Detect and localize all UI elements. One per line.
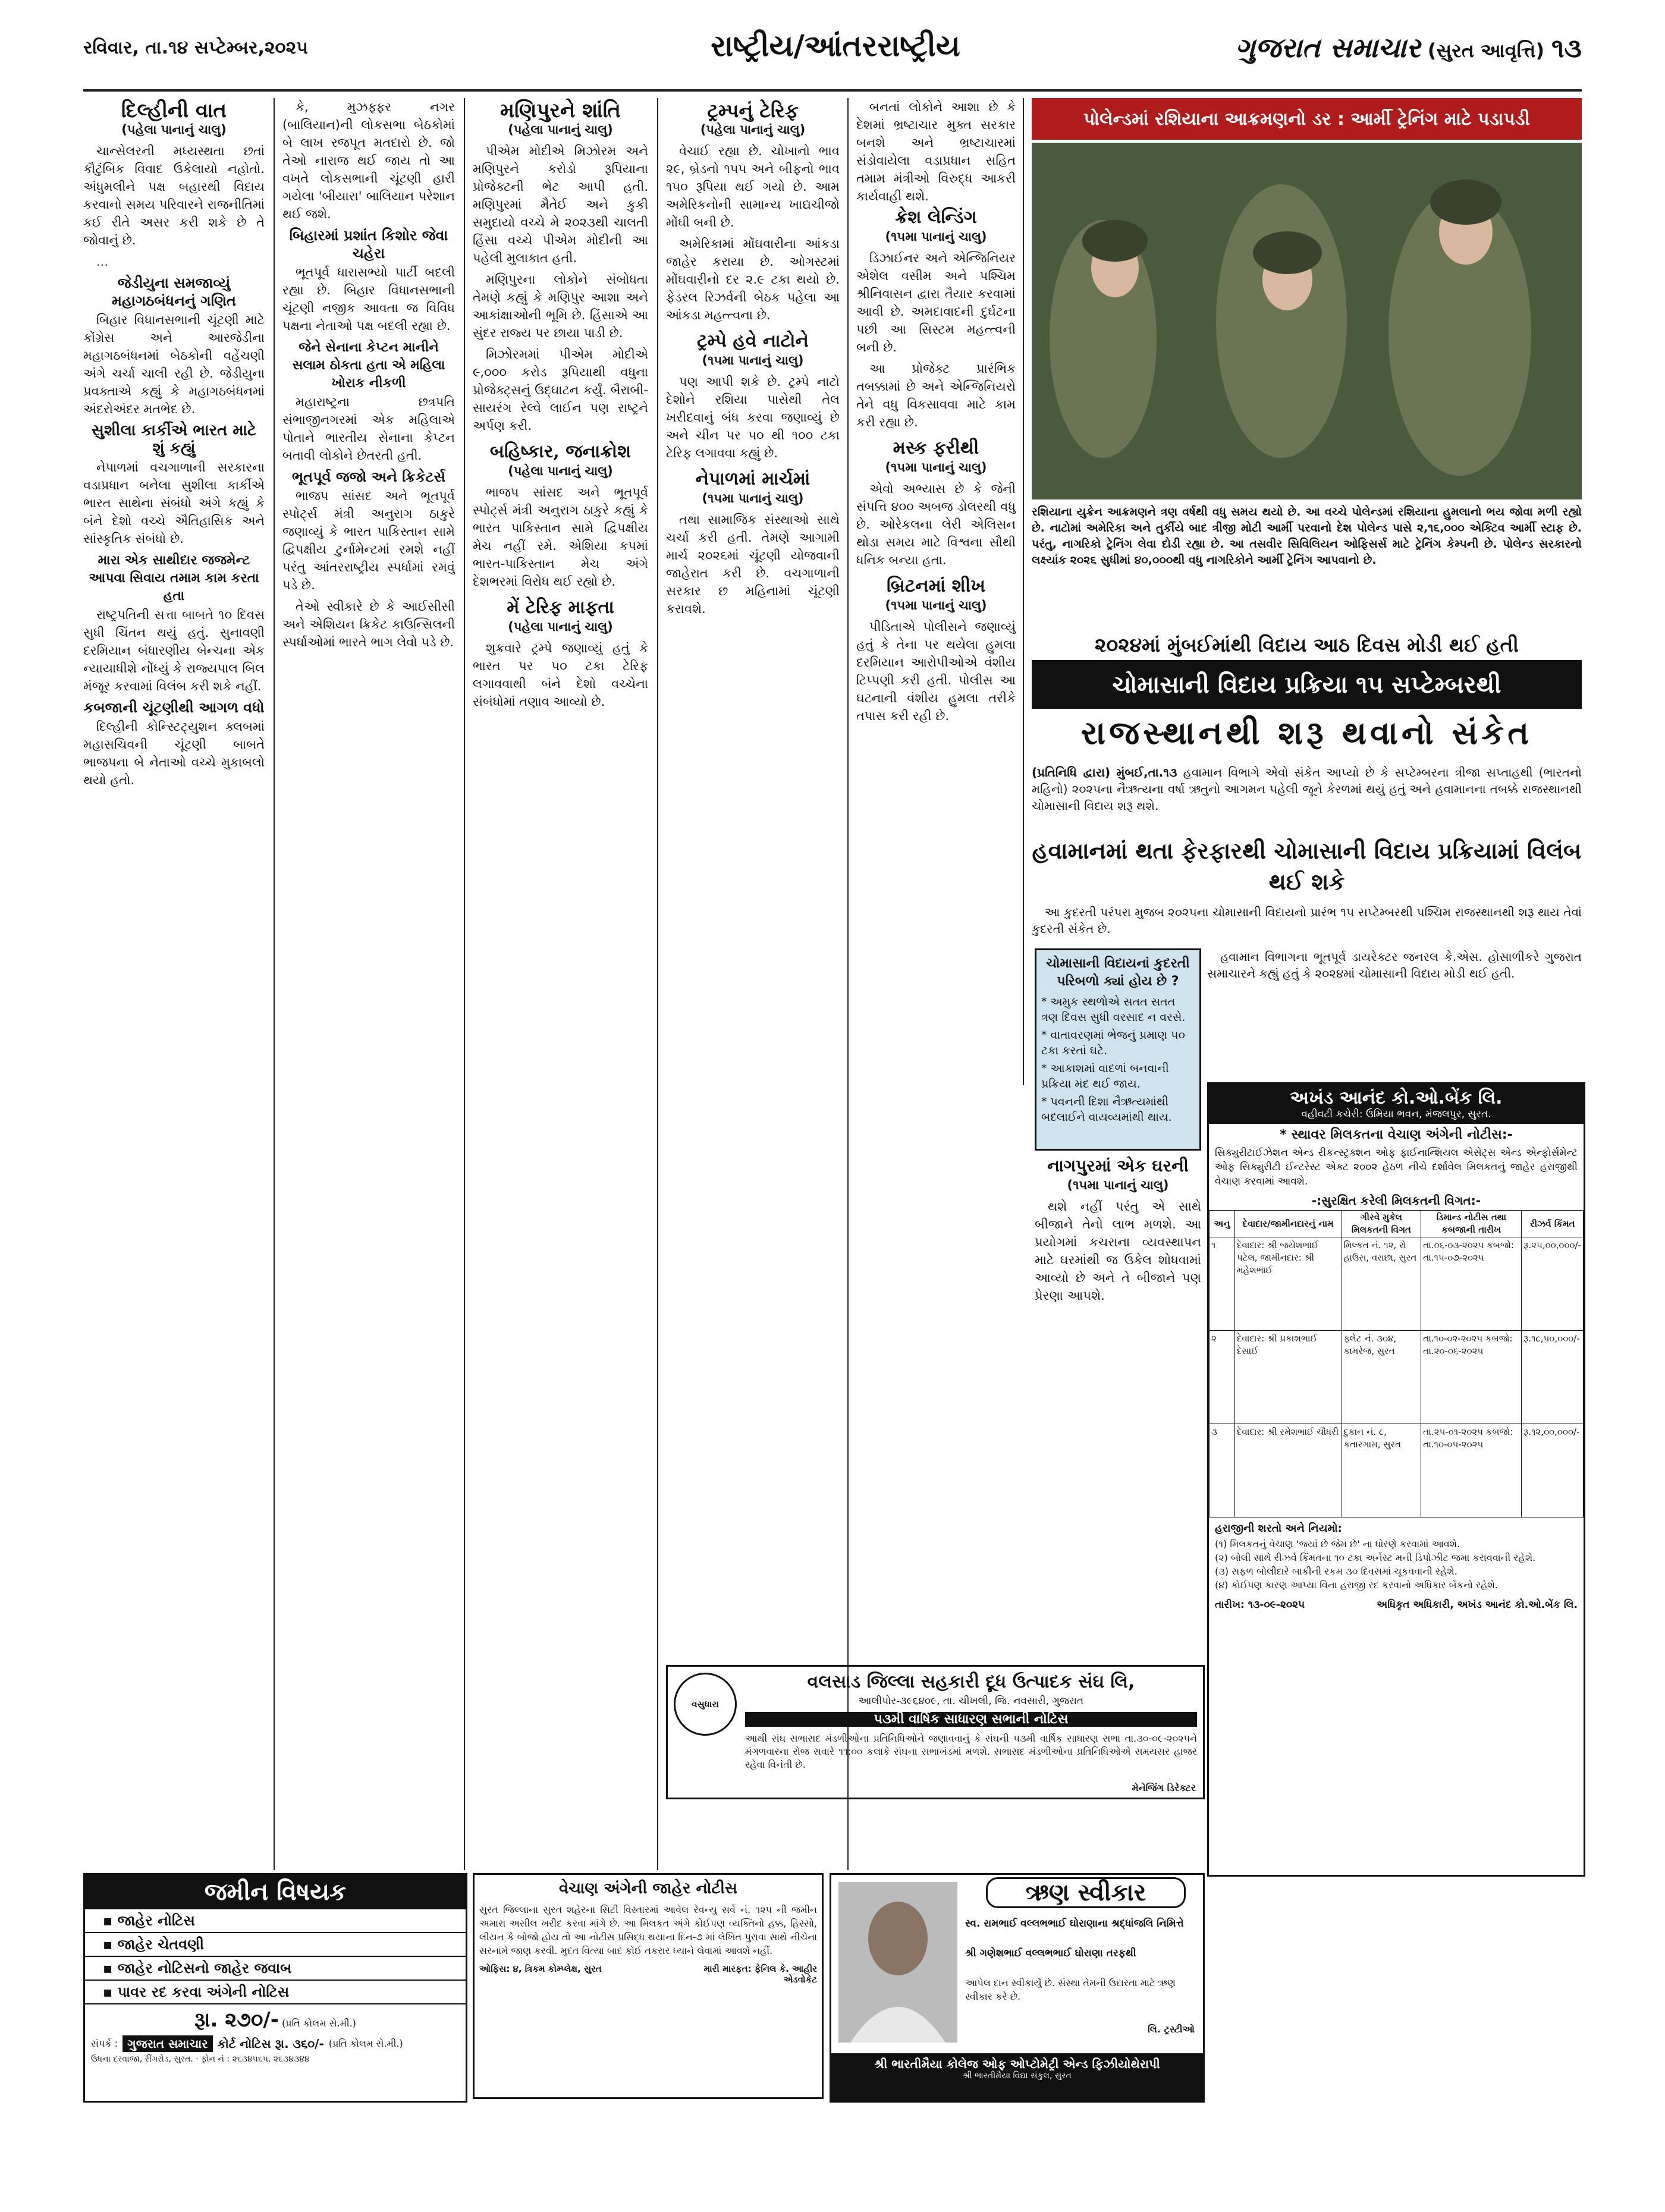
article-paragraph: શુક્રવારે ટ્રમ્પે જણાવ્યું હતું કે ભારત પર ૫૦ ટકા ટેરિફ લગાવવાથી બંને દેશો વચ્ચેના સંબંધોમાં તણાવ આવ્યો છે. — [473, 641, 648, 709]
subheading: જેને સેનાના કેપ્ટન માનીને સલામ ઠોકતા હતા એ મહિલા ખોરાક નીકળી — [292, 340, 445, 391]
col-sep-5 — [1023, 98, 1024, 1085]
land-ads-item-label: જાહેર નોટિસનો જાહેર જવાબ — [117, 1960, 292, 1977]
continued-label: (પહેલા પાનાનું ચાલુ) — [121, 122, 227, 137]
article-paragraph: ડિઝાઈનર અને એન્જિનિયર એશેલ વસીમ અને પશ્ચિમ શ્રીનિવાસન દ્વારા તૈયાર કરવામાં આવી છે. અમદાવાદની દુર્ઘટના પછી આ સિસ્ટમ મહત્ત્વની બની છે. — [856, 251, 1016, 354]
article-paragraph: ચાન્સેલરની મધ્યસ્થતા છતાં કૌટુંબિક વિવાદ ઉકેલાયો નહોતો. અંધુમલીને પક્ષ બહારથી વિદાય કરવાનો સમય પરિવારને રાજનીતિમાં કઈ રીતે અસર કરી શકે છે તે જોવાનું છે. — [83, 144, 265, 247]
article-paragraph: બિહાર વિધાનસભાની ચૂંટણી માટે કોંગ્રેસ અને આરજેડીના મહાગઠબંધનમાં બેઠકોની વહેંચણી અંગે ચર્ચા ચાલી રહી છે. જેડીયુના પ્રવક્તાએ કહ્યું કે મહાગઠબંધનમાં અંદરોઅંદર મતભેદ છે. — [83, 313, 265, 416]
subheading: બિહારમાં પ્રશાંત કિશોર જેવા ચહેરા — [289, 227, 448, 262]
public-sale-notice — [473, 1873, 824, 2099]
dairy-logo — [674, 1673, 737, 1736]
land-ads-rate — [85, 2004, 466, 2035]
terms-item: (૧) મિલકતનું વેચાણ 'જ્યાં છે જેમ છે' ના ધોરણે કરવામાં આવશે. — [1215, 1538, 1460, 1550]
rate-value: રૂા. ૨૭૦/- — [194, 2008, 279, 2032]
terms-item: (૪) કોઈપણ કારણ આપ્યા વિના હરાજી રદ કરવાનો અધિકાર બેંકનો રહેશે. — [1215, 1579, 1498, 1591]
nagpur-article — [1035, 1154, 1201, 1659]
column-manipur — [473, 98, 648, 1876]
banner-text: પોલેન્ડમાં રશિયાના આક્રમણનો ડર : આર્મી ટ્રેનિંગ માટે પડાપડી — [1083, 108, 1530, 130]
col-sep-4 — [847, 98, 849, 1870]
dairy-text: આથી સંઘ સભાસદ મંડળીઓના પ્રતિનિધિઓને જણાવવાનું કે સંઘની ૫૩મી વાર્ષિક સાધારણ સભા તા.૩૦-૦૯-૨૦૨૫ને મંગળવારના રોજ સવારે ૧૧:૦૦ કલાકે સંઘના સભાખંડમાં મળશે. સભાસદ મંડળીઓના પ્રતિનિધિઓએ સમયસર હાજર રહેવા વિનંતી છે. — [745, 1733, 1197, 1770]
table-cell: તા.૨૫-૦૧-૨૦૨૫ કબજો: તા.૧૦-૦૫-૨૦૨૫ — [1421, 1424, 1522, 1517]
continued-label: (પહેલા પાનાનું ચાલુ) — [700, 122, 806, 137]
table-cell: દુકાન નં. ૮, કતારગામ, સુરત — [1342, 1424, 1421, 1517]
column-two — [282, 98, 455, 1876]
article-title: દિલ્હીની વાત — [121, 99, 227, 122]
article-paragraph: વેચાઈ રહ્યા છે. ચોખાનો ભાવ ૨૯, બ્રેડનો ૧૫૫ અને બીફનો ભાવ ૧૫૦ રૂપિયા થઈ ગયો છે. આમ અમેરિકનોની સામાન્ય ખાદ્યચીજો મોંઘી બની છે. — [666, 144, 840, 230]
dairy-address: આલીપોર-૩૯૬૪૦૯, તા. ચીખલી, જિ. નવસારી, ગુજરાત — [858, 1695, 1084, 1707]
table-cell: ફ્લેટ નં. ૩૦૪, કામરેજ, સુરત — [1342, 1331, 1421, 1424]
signatory: અધિકૃત અધિકારી, અખંડ આનંદ કો.ઓ.બેંક લિ. — [1377, 1599, 1578, 1611]
continued-label: (૧૫મા પાનાનું ચાલુ) — [885, 598, 987, 612]
court-note: (પ્રતિ કોલમ સે.મી.) — [328, 2038, 403, 2049]
monsoon-kicker: ૨૦૨૪માં મુંબઈમાંથી વિદાય આઠ દિવસ મોડી થઈ હતી — [1095, 633, 1519, 656]
sale-notice-footer — [479, 1963, 817, 1985]
column-header: દેવાદાર/જામીનદારનું નામ — [1235, 1211, 1342, 1237]
article-paragraph: પીએમ મોદીએ મિઝોરમ અને મણિપુરને કરોડો રૂપિયાના પ્રોજેક્ટની ભેટ આપી હતી. મણિપુરમાં મૈતેઈ અને કુકી સમુદાયો વચ્ચે મે ૨૦૨૩થી ચાલતી હિંસા વચ્ચે પીએમ મોદીની આ પહેલી મુલાકાત હતી. — [473, 144, 648, 265]
factbox-point: * અમુક સ્થળોએ સતત સતત ત્રણ દિવસ સુધી વરસાદ ન વરસે. — [1041, 995, 1186, 1024]
article-paragraph: એવો અભ્યાસ છે કે જેની સંપત્તિ ૪૦૦ અબજ ડોલરથી વધુ છે. ઓરેકલના લેરી એલિસન થોડા સમય માટે વિશ્વના સૌથી ધનિક બન્યા હતા. — [856, 482, 1016, 567]
table-cell: ૩ — [1210, 1424, 1235, 1517]
table-cell: દેવાદાર: શ્રી પ્રકાશભાઈ દેસાઈ — [1235, 1331, 1342, 1424]
bank-header — [1209, 1084, 1584, 1124]
property-table-title: -:સુરક્ષિત કરેલી મિલકતની વિગત:- — [1311, 1193, 1481, 1208]
column-delhi — [83, 98, 265, 1876]
land-ads-item-label: જાહેર ચેતવણી — [117, 1936, 204, 1953]
soldiers-illustration — [1032, 143, 1582, 499]
article-title: મણિપુરને શાંતિ — [500, 99, 621, 122]
col-sep-1 — [274, 98, 275, 1870]
table-cell: તા.૧૦-૦૨-૨૦૨૫ કબજો: તા.૨૦-૦૬-૨૦૨૫ — [1421, 1331, 1522, 1424]
article-title: મસ્ક ફરીથી — [893, 438, 979, 458]
article-title: નેપાળમાં માર્ચમાં — [695, 469, 810, 489]
table-cell: દેવાદાર: શ્રી જયેશભાઈ પટેલ, જામીનદાર: શ્રી મહેશભાઈ — [1235, 1237, 1342, 1331]
article-paragraph: આ કુદરતી પરંપરા મુજબ ૨૦૨૫ના ચોમાસાની વિદાયનો પ્રારંભ ૧૫ સપ્ટેમ્બરથી પશ્ચિમ રાજસ્થાનથી શરૂ થાય તેવાં કુદરતી સંકેત છે. — [1032, 905, 1582, 936]
dairy-logo-text: વસુધારા — [692, 1699, 719, 1710]
article-paragraph: કે, મુઝફ્ફર નગર (બાલિયાન)ની લોકસભા બેઠકોમાં બે લાખ રજપૂત મતદારો છે. જો તેઓ નારાજ થઈ જાય તો આ વખતે લોકસભાની ચૂંટણી હારી ગયેલા 'બીયારા' બાલિયાન પરેશાન થઈ જશે. — [282, 100, 455, 221]
table-cell: ૧ — [1210, 1237, 1235, 1331]
terms-title: હરાજીની શરતો અને નિયમો: — [1215, 1522, 1342, 1535]
acknowledgement-ad — [830, 1873, 1205, 2103]
monsoon-headline-box — [1032, 660, 1582, 709]
notice-intro: સિક્યુરીટાઈઝેશન એન્ડ રીકન્સ્ટ્રક્શન ઓફ ફાઈનાન્શિયલ એસેટ્સ એન્ડ એન્ફોર્સમેન્ટ ઓફ સિક્યુરીટી ઈન્ટરેસ્ટ એક્ટ ૨૦૦૨ હેઠળ નીચે દર્શાવેલ મિલકતનું જાહેર હરાજીથી વેચાણ કરવામાં આવશે. — [1215, 1147, 1578, 1187]
phone: ફોન નં : ૨૬૩૪૫૬૫, ૨૬૩૪૩૪૪ — [201, 2054, 310, 2064]
column-header: ગીરવે મુકેલ મિલકતની વિગત — [1342, 1211, 1421, 1237]
table-row — [1210, 1237, 1584, 1331]
sale-notice-text: સુરત જિલ્લાના સુરત શહેરના સિટી વિસ્તારમાં આવેલ રેવન્યુ સર્વે નં. ૧૨૫ ની જમીન અમારા અસીલ ખરીદ કરવા માંગે છે. આ મિલકત અંગે કોઈપણ વ્યક્તિનો હક્ક, હિસ્સો, લીયન કે બોજો હોય તો આ નોટીસ પ્રસિદ્ધ થયાના દિન-૭ માં લેખિત પુરાવા સાથે નીચેના સરનામે જાણ કરવી. મુદત વિત્યા બાદ કોઈ તકરાર ધ્યાને લેવામાં આવશે નહીં. — [479, 1904, 817, 1956]
col-sep-3 — [657, 98, 658, 1870]
land-ads-item-label: જાહેર નોટિસ — [117, 1912, 195, 1929]
article-paragraph: મિઝોરમમાં પીએમ મોદીએ ૯,૦૦૦ કરોડ રૂપિયાથી વધુના પ્રોજેક્ટ્સનું ઉદ્ઘાટન કર્યું. બૈરાબી-સાયરંગ રેલ્વે લાઈન પણ રાષ્ટ્રને અર્પણ કરી. — [473, 347, 648, 433]
soldiers-photo — [1032, 143, 1582, 499]
dairy-title: વલસાડ જિલ્લા સહકારી દૂધ ઉત્પાદક સંઘ લિ, — [807, 1671, 1135, 1692]
header-rule — [83, 89, 1582, 92]
article-paragraph: બનતાં લોકોને આશા છે કે દેશમાં ભ્રષ્ટાચાર મુક્ત સરકાર બનશે અને ભ્રષ્ટાચારમાં સંડોવાયેલા વડાપ્રધાન સહિત તમામ મંત્રીઓ વિરુદ્ધ આકરી કાર્યવાહી થશે. — [856, 100, 1016, 203]
terms-item: (૩) સફળ બોલીદારે બાકીની રકમ ૩૦ દિવસમાં ચૂકવવાની રહેશે. — [1215, 1566, 1457, 1577]
subheading: જેડીયુના સમજાવ્યું મહાગઠબંધનનું ગણિત — [112, 274, 236, 309]
article-paragraph: મણિપુરના લોકોને સંબોધતા તેમણે કહ્યું કે મણિપુર આશા અને આકાંક્ષાઓની ભૂમિ છે. હિંસાએ આ સુંદર રાજ્ય પર છાયા પાડી છે. — [473, 272, 648, 340]
masthead — [83, 27, 1582, 86]
land-ads-item-label: પાવર રદ કરવા અંગેની નોટિસ — [117, 1984, 290, 2000]
edition: (સુરત આવૃત્તિ) — [1427, 39, 1545, 62]
ack-line: આપેલ દાન સ્વીકાર્યું છે. સંસ્થા તેમની ઉદારતા માટે ઋણ સ્વીકાર કરે છે. — [965, 1977, 1176, 2002]
factbox-point: * વાતાવરણમાં ભેજનું પ્રમાણ ૫૦ ટકા કરતાં ઘટે. — [1041, 1029, 1185, 1057]
article-title: નાગપુરમાં એક ઘરની — [1047, 1156, 1189, 1176]
table-cell: તા.૦૬-૦૩-૨૦૨૫ કબજો: તા.૧૫-૦૭-૨૦૨૫ — [1421, 1237, 1522, 1331]
column-five — [856, 98, 1016, 1876]
article-paragraph: થશે નહીં પરંતુ એ સાથે બીજાને તેનો લાભ મળશે. આ પ્રયોગમાં કચરાના વ્યવસ્થાપન માટે ઘરમાંથી જ ઉકેલ શોધવામાં આવ્યો છે અને તે બીજાને પણ પ્રેરણા આપશે. — [1035, 1199, 1201, 1303]
table-row — [1210, 1424, 1584, 1517]
land-ads-address: ઉધના દરવાજા, રીંગરોડ, સુરત. · ફોન નં : ૨૬૩૪૫૬૫, ૨૬૩૪૩૪૪ — [91, 2054, 310, 2064]
table-row — [1210, 1331, 1584, 1424]
column-header: ડિમાન્ડ નોટીસ તથા કબજાની તારીખ — [1421, 1211, 1522, 1237]
address: ઉધના દરવાજા, રીંગરોડ, સુરત. — [91, 2054, 193, 2064]
advocate-title: એડવોકેટ — [783, 1974, 817, 1985]
article-title: ક્રેશ લેન્ડિંગ — [895, 207, 977, 228]
land-ads-item: ▪ જાહેર નોટિસનો જાહેર જવાબ — [85, 1957, 466, 1981]
article-paragraph: રાષ્ટ્રપતિની સત્તા બાબતે ૧૦ દિવસ સુધી ચિંતન થયું હતું. સુનાવણી દરમિયાન બંધારણીય બેન્ચના એક ન્યાયાધીશે નોંધ્યું કે રાજ્યપાલ બિલ મંજૂર કરવામાં વિલંબ કરી શકે નહીં. — [83, 608, 265, 693]
land-ads-contact — [85, 2035, 466, 2052]
monsoon-deck: હવામાનમાં થતા ફેરફારથી ચોમાસાની વિદાય પ્રક્રિયામાં વિલંબ થઈ શકે — [1032, 837, 1582, 895]
land-ads-item: ▪ જાહેર ચેતવણી — [85, 1933, 466, 1957]
college-name: શ્રી ભારતીમૈયા કોલેજ ઓફ ઓપ્ટોમેટ્રી એન્ડ ફિઝીયોથેરાપી — [874, 2057, 1160, 2071]
table-cell: રૂ.૧૮,૫૦,૦૦૦/- — [1522, 1331, 1584, 1424]
sale-notice-advocate — [703, 1963, 817, 1985]
land-ads-title: જમીન વિષયક — [85, 1875, 466, 1909]
article-paragraph: ભૂતપૂર્વ ધારાસભ્યો પાર્ટી બદલી રહ્યા છે. બિહાર વિધાનસભાની ચૂંટણી નજીક આવતા જ વિવિધ પક્ષના નેતાઓ પક્ષ બદલી રહ્યા છે. — [282, 265, 455, 333]
rate-note: (પ્રતિ કોલમ સે.મી.) — [281, 2018, 356, 2029]
article-title: ટ્રમ્પે હવે નાટોને — [697, 331, 809, 351]
monsoon-factbox — [1035, 948, 1201, 1151]
article-paragraph: ભાજપ સાંસદ અને ભૂતપૂર્વ સ્પોર્ટ્સ મંત્રી અનુરાગ ઠાકુરે કહ્યું કે ભારત પાકિસ્તાન સામે દ્વિપક્ષીય મેચ નહીં રમે. એશિયા કપમાં ભારત-પાકિસ્તાન મેચ અંગે દેશભરમાં વિરોધ થઈ રહ્યો છે. — [473, 485, 648, 589]
college-strip — [831, 2053, 1203, 2101]
college-address: શ્રી ભારતીમૈયા વિદ્યા સંકુલ, સુરત — [963, 2071, 1072, 2081]
paper-name: ગુજરાત સમાચાર — [1235, 32, 1421, 64]
col-sep-2 — [464, 98, 465, 1870]
ack-sign: લિ. ટ્રસ્ટીઓ — [1148, 2024, 1195, 2035]
notice-title: * સ્થાવર મિલકતના વેચાણ અંગેની નોટીસ:- — [1280, 1127, 1513, 1142]
article-paragraph: અમેરિકામાં મોંઘવારીના આંકડા જાહેર કરાયા છે. ઓગસ્ટમાં મોંઘવારીનો દર ૨.૯ ટકા થયો છે. ફેડરલ રિઝર્વની બેઠક પહેલા આ આંકડા મહત્ત્વના છે. — [666, 237, 840, 322]
subheading: સુશીલા કાર્કીએ ભારત માટે શું કહ્યું — [91, 422, 257, 457]
continued-label: (પહેલા પાનાનું ચાલુ) — [508, 122, 613, 137]
poland-banner — [1032, 98, 1582, 140]
page-number: ૧૩ — [1551, 33, 1582, 64]
article-paragraph: ... — [96, 254, 109, 269]
monsoon-body — [1032, 904, 1582, 945]
subheading: કબજાની ચૂંટણીથી આગળ વધો — [83, 699, 265, 716]
factbox-title: ચોમાસાની વિદાયનાં કુદરતી પરિબળો ક્યાં હોય છે ? — [1046, 956, 1190, 989]
paper-logo — [1235, 32, 1582, 65]
factbox-point: * પવનની દિશા નૈઋત્યમાંથી બદલાઈને વાયવ્યમાંથી થાય. — [1041, 1095, 1172, 1124]
subheading: મારા એક સાથીદાર જજમેન્ટ આપવા સિવાય તમામ કામ કરતા હતા — [89, 552, 259, 604]
article-paragraph: તથા સામાજિક સંસ્થાઓ સાથે ચર્ચા કરી હતી. તેમણે આગામી માર્ચ ૨૦૨૬માં ચૂંટણી યોજવાની જાહેરાત કરી છે. વચગાળાની સરકાર છ મહિનામાં ચૂંટણી કરાવશે. — [666, 513, 840, 616]
sale-notice-office: ઓફિસ: ૪, ત્રિકમ કોમ્પ્લેક્ષ, સુરત — [479, 1963, 602, 1974]
article-paragraph: મહારાષ્ટ્રના છત્રપતિ સંભાજીનગરમાં એક મહિલાએ પોતાને ભારતીય સેનાના કેપ્ટન બતાવી લોકોને છેતરતી હતી. — [282, 395, 455, 463]
contact-name: ગુજરાત સમાચાર — [122, 2035, 212, 2052]
continued-label: (પહેલા પાનાનું ચાલુ) — [508, 464, 613, 478]
land-ads-panel — [83, 1873, 467, 2103]
article-title: બ્રિટનમાં શીખ — [886, 576, 986, 596]
bank-auction-notice — [1207, 1082, 1585, 1877]
table-cell: રૂ.૨૫,૦૦,૦૦૦/- — [1522, 1237, 1584, 1331]
dairy-sign: મેનેજિંગ ડિરેક્ટર — [1132, 1782, 1196, 1793]
monsoon-headline: ચોમાસાની વિદાય પ્રક્રિયા ૧૫ સપ્ટેમ્બરથી — [1112, 670, 1501, 699]
monsoon-lead — [1032, 764, 1582, 835]
article-paragraph: હવામાન વિભાગના ભૂતપૂર્વ ડાયરેક્ટર જનરલ કે.એસ. હોસાળીકરે ગુજરાત સમાચારને કહ્યું હતું કે ૨૦૨૪માં ચોમાસાની વિદાય મોડી થઈ હતી. — [1207, 950, 1582, 981]
dairy-meeting-title: ૫૩મી વાર્ષિક સાધારણ સભાની નોટિસ — [745, 1712, 1197, 1727]
lead-text: હવામાન વિભાગે એવો સંકેત આપ્યો છે કે સપ્ટેમ્બરના ત્રીજા સપ્તાહથી (ભારતનો મહિનો) ૨૦૨૫ના નૈઋત્યના વર્ષા ઋતુનો આગમન પહેલી જૂને કેરળમાં થયું હતું અને હવામાનના તબક્કે રાજસ્થાનથી ચોમાસાની વિદાય શરૂ થશે. — [1032, 765, 1582, 813]
land-ads-item: ▪ પાવર રદ કરવા અંગેની નોટિસ — [85, 1981, 466, 2004]
subheading: ભૂતપૂર્વ જજો અને ક્રિકેટર્સ — [291, 468, 446, 485]
article-paragraph: નેપાળમાં વચગાળાની સરકારના વડાપ્રધાન બનેલા સુશીલા કાર્કીએ ભારત સાથેના સંબંધો અંગે કહ્યું કે બંને દેશો વચ્ચે ઐતિહાસિક અને સાંસ્કૃતિક સંબંધો છે. — [83, 460, 265, 546]
dateline: મુંબઈ,તા.૧૩ — [1116, 765, 1177, 780]
section-title: રાષ્ટ્રીય/આંતરરાષ્ટ્રીય — [711, 28, 960, 63]
monsoon-body-2 — [1207, 948, 1582, 1079]
bank-address: વહીવટી કચેરી: ઉમિયા ભવન, મંજલપુર, સુરત. — [1301, 1108, 1491, 1120]
article-title: બહિષ્કાર, જનાક્રોશ — [489, 441, 632, 462]
continued-label: (પહેલા પાનાનું ચાલુ) — [508, 620, 613, 634]
continued-label: (૧૫મા પાનાનું ચાલુ) — [1067, 1178, 1169, 1192]
article-paragraph: તેઓ સ્વીકારે છે કે આઈસીસી અને એશિયન ક્રિકેટ કાઉન્સિલની સ્પર્ધાઓમાં ભારતે ભાગ લેવો પડે છે. — [282, 599, 455, 649]
ack-title: ઋણ સ્વીકાર — [986, 1877, 1186, 1908]
byline: (પ્રતિનિધિ દ્વારા) — [1032, 765, 1111, 780]
notice-footer — [1215, 1599, 1578, 1611]
article-paragraph: પીડિતાએ પોલીસને જણાવ્યું હતું કે તેના પર થયેલા હુમલા દરમિયાન આરોપીઓએ વંશીય ટિપ્પણી કરી હતી. પોલીસ આ ઘટનાની વંશીય હુમલા તરીકે તપાસ કરી રહી છે. — [856, 620, 1016, 723]
table-cell: ૨ — [1210, 1331, 1235, 1424]
portrait — [838, 1882, 957, 2043]
notice-date: તારીખ: ૧૩-૦૯-૨૦૨૫ — [1215, 1599, 1305, 1611]
issue-date: રવિવાર, તા.૧૪ સપ્ટેમ્બર,૨૦૨૫ — [83, 37, 308, 58]
column-trump — [666, 98, 840, 1876]
ack-line: શ્રી ગણેશભાઈ વલ્લભભાઈ ઘોરાણા તરફથી — [965, 1947, 1136, 1959]
continued-label: (૧૫મા પાનાનું ચાલુ) — [702, 353, 804, 367]
advocate-name: મારી મારફત: ફેનિલ કે. આહીર — [703, 1963, 817, 1974]
article-title: ટ્રમ્પનું ટેરિફ — [707, 99, 799, 122]
court-rate: કોર્ટ નોટિસ રૂા. ૩૬૦/- — [217, 2037, 324, 2051]
land-ads-item: ▪ જાહેર નોટિસ — [85, 1909, 466, 1933]
article-paragraph: આ પ્રોજેક્ટ પ્રારંભિક તબક્કામાં છે અને એન્જિનિયરો તેને વધુ વિકસાવવા માટે કામ કરી રહ્યા છે. — [856, 362, 1016, 429]
column-header: રીઝર્વ કિંમત — [1522, 1211, 1584, 1237]
article-title: મેં ટેરિફ માફતા — [507, 597, 614, 618]
contact-label: સંપર્ક : — [91, 2038, 118, 2049]
column-header: અનુ — [1210, 1211, 1235, 1237]
factbox-point: * આકાશમાં વાદળાં બનવાની પ્રક્રિયા મંદ થઈ જાય. — [1041, 1062, 1169, 1091]
article-paragraph: દિલ્હીની કોન્સ્ટિટ્યુશન ક્લબમાં મહાસચિવની ચૂંટણી બાબતે ભાજપના બે નેતાઓ વચ્ચે મુકાબલો થયો હતો. — [83, 719, 265, 787]
table-header-row — [1210, 1211, 1584, 1237]
dairy-agm-notice — [666, 1665, 1205, 1799]
bank-name: અખંડ આનંદ કો.ઓ.બેંક લિ. — [1290, 1088, 1503, 1108]
sale-notice-title: વેચાણ અંગેની જાહેર નોટીસ — [559, 1880, 737, 1897]
continued-label: (૧૫મા પાનાનું ચાલુ) — [885, 460, 987, 475]
photo-caption: રશિયાના યુક્રેન આક્રમણને ત્રણ વર્ષથી વધુ સમય થયો છે. આ વચ્ચે પોલેન્ડમાં રશિયાના હુમલાનો ભય જોવા મળી રહ્યો છે. નાટોમાં અમેરિકા અને તુર્કીયે બાદ ત્રીજી મોટી આર્મી પરવાનો દેશ પોલેન્ડ પાસે ૨,૧૬,૦૦૦ એક્ટિવ આર્મી સ્ટાફ છે. પરંતુ, નાગરિકો ટ્રેનિંગ લેવા દોડી રહ્યા છે. આ તસવીર સિવિલિયન ઓફિસર્સ માટે ટ્રેનિંગ કેમ્પની છે. પોલેન્ડ સરકારનો લક્ષ્યાંક ૨૦૨૬ સુધીમાં ૪૦,૦૦૦થી વધુ નાગરિકોને આર્મી ટ્રેનિંગ આપવાનો છે. — [1032, 505, 1582, 567]
article-paragraph: ભાજપ સાંસદ અને ભૂતપૂર્વ સ્પોર્ટ્સ મંત્રી અનુરાગ ઠાકુરે જણાવ્યું કે ભારત પાકિસ્તાન સામે દ્વિપક્ષીય ટુર્નામેન્ટમાં રમશે નહીં પરંતુ આંતરરાષ્ટ્રીય સ્પર્ધામાં રમવું પડે છે. — [282, 489, 455, 592]
article-paragraph: પણ આપી શકે છે. ટ્રમ્પે નાટો દેશોને રશિયા પાસેથી તેલ ખરીદવાનું બંધ કરવા જણાવ્યું છે અને ચીન પર ૫૦ થી ૧૦૦ ટકા ટેરિફ લગાવવા કહ્યું છે. — [666, 375, 840, 460]
terms-item: (૨) બોલી સાથે રીઝર્વ કિંમતના ૧૦ ટકા અર્નેસ્ટ મની ડિપોઝીટ જમા કરાવવાની રહેશે. — [1215, 1552, 1536, 1563]
table-cell: રૂ.૧૨,૦૦,૦૦૦/- — [1522, 1424, 1584, 1517]
table-cell: મિલ્કત નં. ૧૨, રો હાઉસ, વરાછા, સુરત — [1342, 1237, 1421, 1331]
property-table — [1209, 1210, 1584, 1517]
continued-label: (૧૫મા પાનાનું ચાલુ) — [702, 491, 804, 505]
table-cell: દેવાદાર: શ્રી રમેશભાઈ ચૌધરી — [1235, 1424, 1342, 1517]
ack-line: સ્વ. રામભાઈ વલ્લભભાઈ ઘોરાણાના શ્રદ્ધાંજલિ નિમિત્તે — [965, 1918, 1184, 1930]
continued-label: (૧૫મા પાનાનું ચાલુ) — [885, 230, 987, 244]
portrait-icon — [838, 1882, 957, 2043]
monsoon-headline-2: રાજસ્થાનથી શરૂ થવાનો સંકેત — [1080, 714, 1533, 752]
